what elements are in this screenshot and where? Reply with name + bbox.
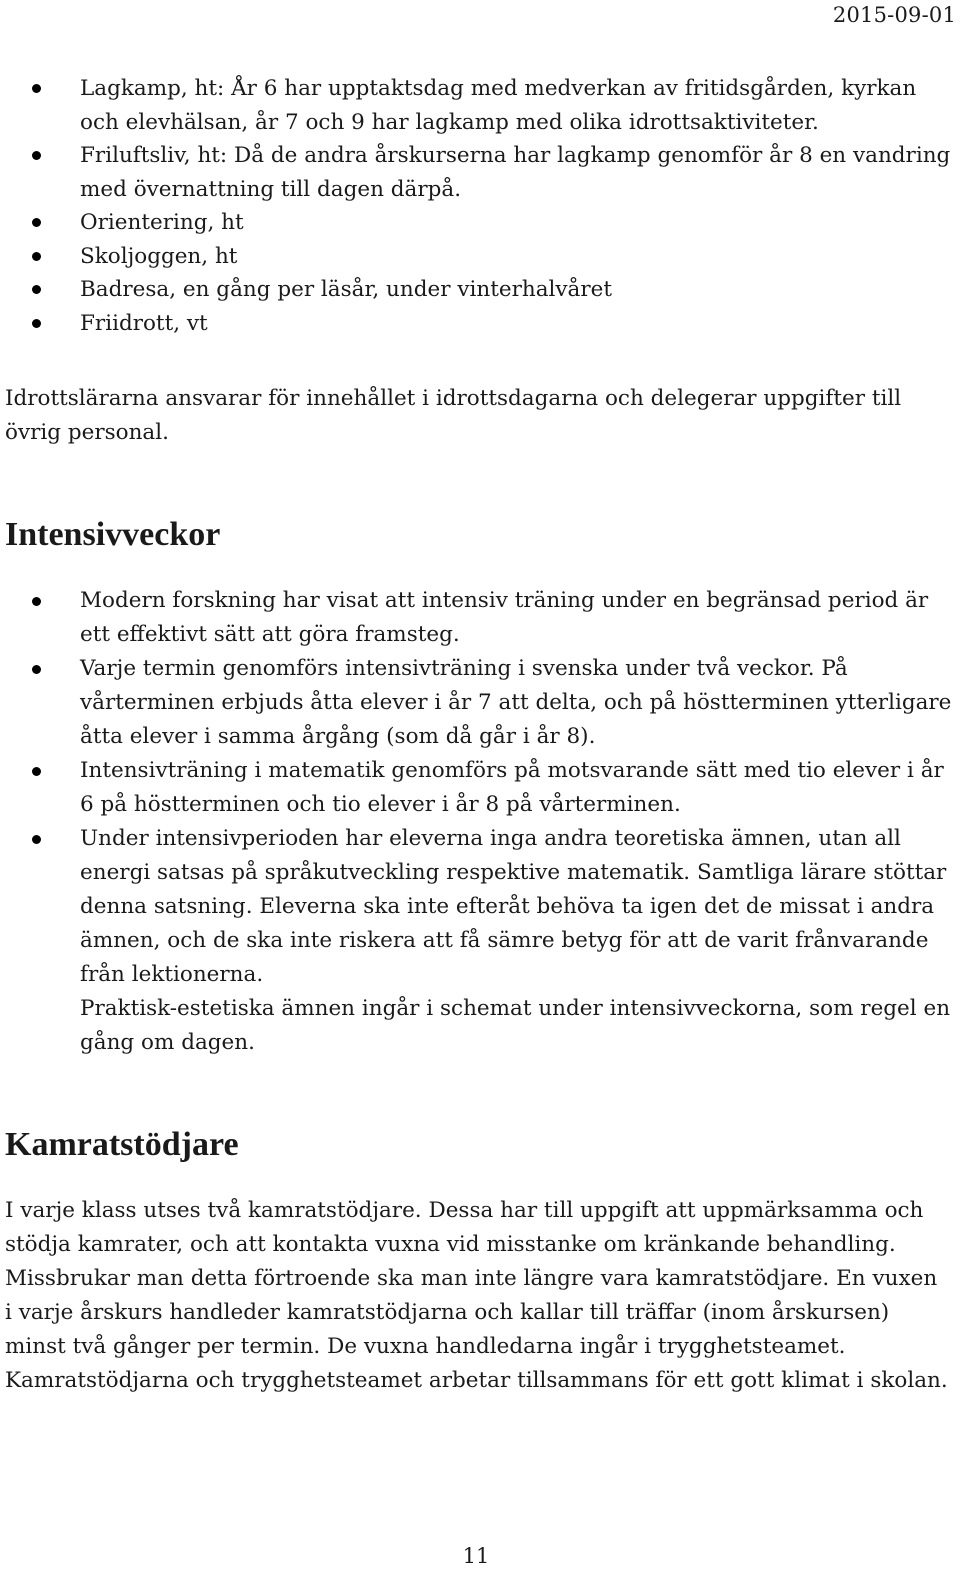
sports-teachers-paragraph: Idrottslärarna ansvarar för innehållet i idrottsdagarna och delegerar uppgifter till övrig personal.: [5, 386, 902, 445]
activity-list: [0, 72, 952, 340]
bullet-icon: [32, 835, 41, 844]
list-item: Friluftsliv, ht: Då de andra årskurserna har lagkamp genomför år 8 en vandring med övernattning till dagen därpå.: [0, 139, 952, 206]
bullet-icon: [32, 252, 41, 261]
page-number: 11: [462, 1544, 490, 1568]
list-item: Varje termin genomförs intensivträning i svenska under två veckor. På vårterminen erbjuds åtta elever i år 7 att delta, och på höstterminen ytterligare åtta elever i samma årgång (som då går i år 8).: [0, 652, 952, 754]
list-item: Badresa, en gång per läsår, under vinterhalvåret: [0, 273, 952, 307]
bullet-icon: [32, 84, 41, 93]
list-item: Skoljoggen, ht: [0, 240, 952, 274]
list-item: Modern forskning har visat att intensiv träning under en begränsad period är ett effektivt sätt att göra framsteg.: [0, 584, 952, 652]
bullet-icon: [32, 319, 41, 328]
bullet-icon: [32, 665, 41, 674]
intensive-weeks-list: [0, 584, 952, 1060]
list-item: Intensivträning i matematik genomförs på motsvarande sätt med tio elever i år 6 på höstterminen och tio elever i år 8 på vårterminen.: [0, 754, 952, 822]
page-date: 2015-09-01: [832, 3, 956, 27]
bullet-icon: [32, 767, 41, 776]
bullet-icon: [32, 218, 41, 227]
list-item: Friidrott, vt: [0, 307, 952, 341]
bullet-icon: [32, 597, 41, 606]
list-item: Lagkamp, ht: År 6 har upptaktsdag med medverkan av fritidsgården, kyrkan och elevhälsan, år 7 och 9 har lagkamp med olika idrottsaktiviteter.: [0, 72, 952, 139]
list-item: Orientering, ht: [0, 206, 952, 240]
section-heading-kamratstodjare: Kamratstödjare: [5, 1126, 239, 1163]
list-item: Under intensivperioden har eleverna inga andra teoretiska ämnen, utan all energi satsas på språkutveckling respektive matematik. Samtliga lärare stöttar denna satsning. Eleverna ska inte efteråt behöva ta igen det de missat i andra ämnen, och de ska inte riskera att få sämre betyg för att de varit frånvarande från lektionerna.: [0, 822, 952, 992]
bullet-icon: [32, 151, 41, 160]
peer-supporters-paragraph: I varje klass utses två kamratstödjare. Dessa har till uppgift att uppmärksamma och stödja kamrater, och att kontakta vuxna vid misstanke om kränkande behandling. Missbrukar man detta förtroende ska man inte längre vara kamratstödjare. En vuxen i varje årskurs handleder kamratstödjarna och kallar till träffar (inom årskursen) minst två gånger per termin. De vuxna handledarna ingår i trygghetsteamet. Kamratstödjarna och trygghetsteamet arbetar tillsammans för ett gott klimat i skolan.: [5, 1198, 948, 1393]
bullet-icon: [32, 285, 41, 294]
section-heading-intensivveckor: Intensivveckor: [5, 516, 221, 553]
list-item-continuation: Praktisk-estetiska ämnen ingår i schemat under intensivveckorna, som regel en gång om dagen.: [80, 996, 951, 1055]
